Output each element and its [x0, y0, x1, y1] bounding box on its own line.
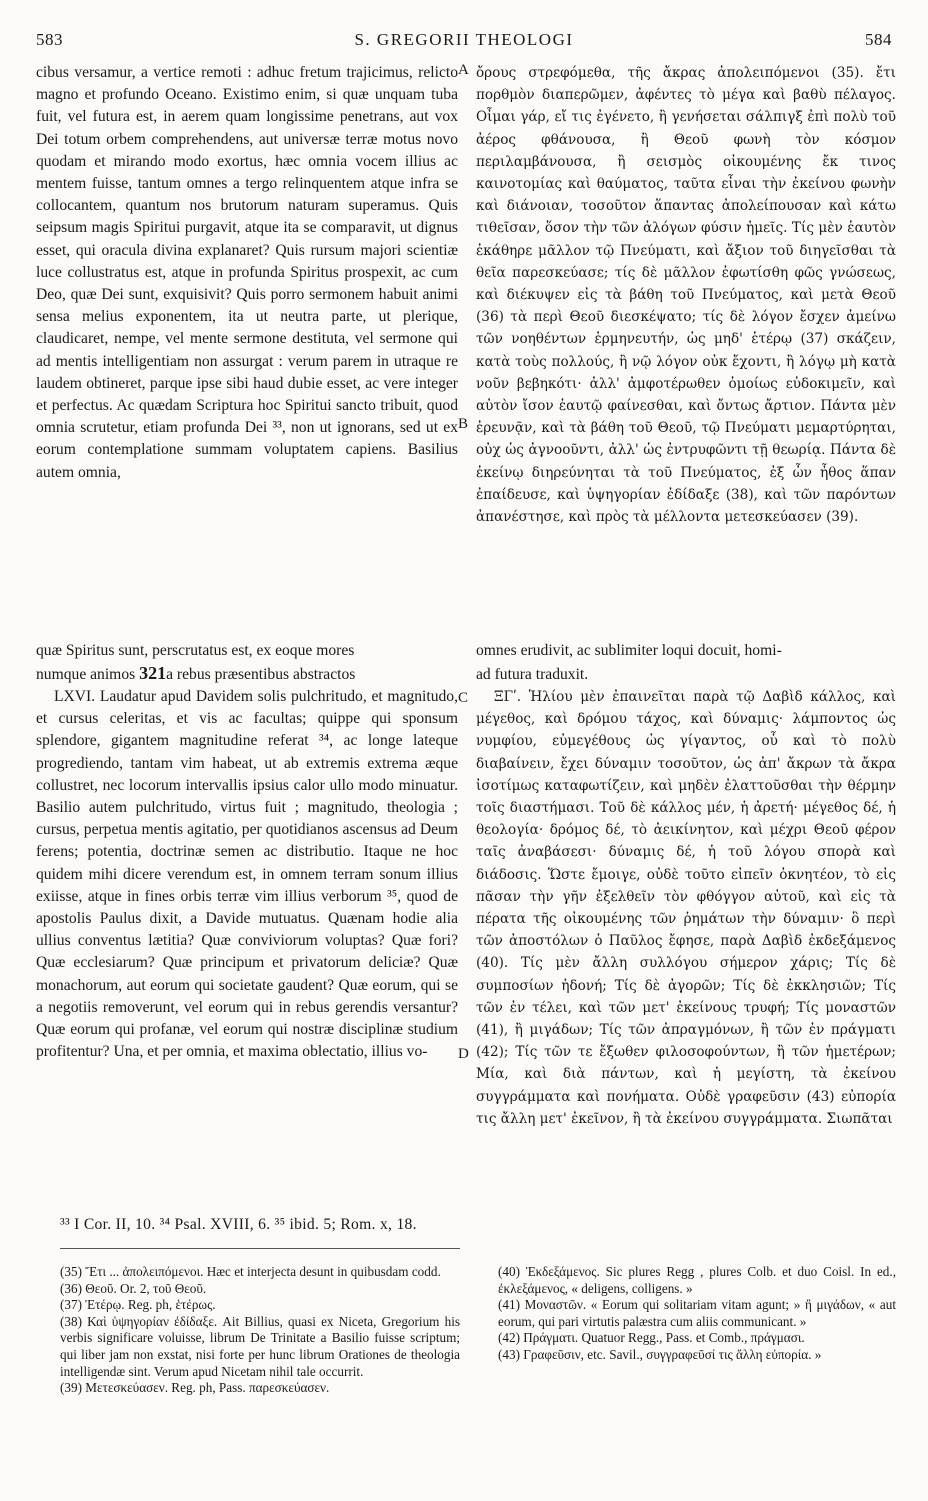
section-marker-d: D: [458, 1046, 469, 1062]
bridge-line-2: [36, 662, 896, 686]
page-number-right: 584: [865, 30, 892, 49]
footnote: (37) Ἑτέρῳ. Reg. ph, ἑτέρως.: [60, 1297, 216, 1313]
latin-column-bottom: [36, 686, 458, 1063]
bridge-latin-2b: a rebus præsentibus abstractos: [166, 666, 356, 683]
footnote: (43) Γραφεῦσιν, etc. Savil., συγγραφεῦσί τις ἄλλη εὐπορία. »: [498, 1346, 822, 1362]
latin-section-lxvi: LXVI. Laudatur apud Davidem solis pulchritudo, et magnitudo, et cursus celeritas, et vis ac facultas; quippe qui sponsum splendore, gigantem magnitudine referat ³⁴, ac longe lateque progrediendo, tantam vim habeat, ut ab extremis extrema æque collustret, nec locorum intervallis ipsius calor ullo modo minuatur. Basilio autem pulchritudo, virtus fuit ; magnitudo, theologia ; cursus, perpetua mentis agitatio, per quotidianos ascensus ad Deum ferens; potentia, doctrinæ semen ac distributio. Itaque ne hoc quidem mihi dicere verendum est, in omnem terram sonum illius exiisse, atque in fines orbis terræ vim illius verborum ³⁵, quod de apostolis Paulus dixit, a Davide mutuatus. Quænam hodie alia ullius conventus lætitia? Quæ conviviorum voluptas? Quæ fori? Quæ ecclesiarum? Quæ principum et privatorum deliciæ? Quæ monachorum, aut eorum qui societate gaudent? Quæ eorum, qui se a negotiis removerunt, vel eorum qui in rebus gerendis versantur? Quæ eorum qui profanæ, vel eorum qui nostræ disciplinæ studium profitentur? Una, et per omnia, et maxima oblectatio, illius vo-: [36, 688, 458, 1061]
column-number: 321: [139, 663, 167, 683]
latin-column-top: [36, 62, 458, 484]
section-marker-c: C: [458, 690, 469, 706]
greek-section-xg: ΞΓʹ. Ἡλίου μὲν ἐπαινεῖται παρὰ τῷ Δαβὶδ κάλλος, καὶ μέγεθος, καὶ δρόμου τάχος, καὶ δύναμις· λάμποντος ὡς νυμφίου, εὐμεγέθους ὡς γίγαντος, οὗ καὶ τὸ πολὺ διαβαίνειν, ἔχει δύναμιν τοσοῦτον, ὡς ἀπ' ἄκρων τὰ ἄκρα ἰσοτίμως καταφωτίζειν, καὶ μηδὲν ἐλαττοῦσθαι τὴν θέρμην τοῖς διαστήμασι. Τοῦ δὲ κάλλος μέν, ἡ ἀρετή· μέγεθος δέ, ἡ θεολογία· δρόμος δέ, τὸ ἀεικίνητον, καὶ μέχρι Θεοῦ φέρον ταῖς ἀναβάσεσι· δύναμις δέ, ἡ τοῦ λόγου σπορὰ καὶ διάδοσις. Ὥστε ἔμοιγε, οὐδὲ τοῦτο εἰπεῖν ὀκνητέον, τὸ εἰς πᾶσαν τὴν γῆν ἐξελθεῖν τὸν φθόγγον αὐτοῦ, καὶ εἰς τὰ πέρατα τῆς οἰκουμένης τῶν ῥημάτων τὴν δύναμιν· ὃ περὶ τῶν ἀποστόλων ὁ Παῦλος ἔφησε, παρὰ Δαβὶδ ἐκδεξάμενος (40). Τίς μὲν ἄλλη συλλόγου σήμερον χάρις; Τίς δὲ συμποσίων ἡδονή; Τίς δὲ ἀγορῶν; Τίς δὲ ἐκκλησιῶν; Τίς τῶν ἐν τέλει, καὶ τῶν μετ' ἐκείνους τρυφή; Τίς μοναστῶν (41), ἢ μιγάδων; Τίς τῶν ἀπραγμόνων, ἢ τῶν ἐν πράγματι (42); Τίς τῶν τε ἔξωθεν φιλοσοφούντων, ἢ τῶν ἡμετέρων; Μία, καὶ διὰ πάντων, καὶ ἡ μεγίστη, τὰ ἐκείνου συγγράμματα καὶ πονήματα. Οὐδὲ γραφεῦσιν (43) εὐπορία τις ἄλλη μετ' ἐκεῖνον, ἢ τὰ ἐκείνου συγγράμματα. Σιωπᾶται: [476, 689, 896, 1127]
bridge-latin: quæ Spiritus sunt, perscrutatus est, ex eoque mores: [36, 642, 355, 659]
bridge-latin-2: [36, 662, 458, 686]
running-title: S. GREGORII THEOLOGI: [354, 30, 574, 49]
greek-column-top: [476, 62, 896, 528]
running-header: [36, 30, 892, 54]
footnote: (38) Καὶ ὑψηγορίαν ἐδίδαξε. Ait Billius, quasi ex Niceta, Gregorium his verbis significare voluisse, librum De Trinitate a Basilio fuisse scriptum; qui liber jam non exstat, nisi forte per hunc librum Orationes de theologia intelligendæ sint. Verum apud Nicetam nihil tale occurrit.: [60, 1313, 460, 1379]
footnote: (36) Θεοῦ. Or. 2, τοῦ Θεοῦ.: [60, 1280, 207, 1296]
scripture-references: ³³ I Cor. II, 10. ³⁴ Psal. XVIII, 6. ³⁵ ibid. 5; Rom. x, 18.: [60, 1216, 417, 1233]
bridge-line-1: [36, 640, 896, 662]
footnote-rule: [60, 1248, 460, 1249]
bridge-greek: omnes erudivit, ac sublimiter loqui docuit, homi-: [476, 642, 782, 659]
footnotes-left: [60, 1264, 460, 1397]
section-marker-a: A: [458, 62, 469, 78]
page-number-left: 583: [36, 30, 63, 49]
latin-paragraph: cibus versamur, a vertice remoti : adhuc fretum trajicimus, relicto magno et profundo Oceano. Existimo enim, si quæ unquam tuba fuit, vel futura est, in aerem quam longissime penetrans, aut vox Dei totum orbem comprehendens, aut universæ terræ motus novo quodam et mirando modo exortus, hæc omnia vocem illius ac mentem fuisse, tantum omnes a tergo relinquentem atque infra se collocantem, quantum nos brutorum naturam superamus. Quis seipsum magis Spiritui purgavit, atque ita se comparavit, ut dignus esset, qui oracula divina explanaret? Quis rursum majori scientiæ luce collustratus est, atque in profunda Spiritus prospexit, ac cum Deo, quæ Dei sunt, exquisivit? Quis porro sermonem habuit animi sensa melius exponentem, ita ut neutra parte, ut plerique, claudicaret, nempe, vel mente sermone destituta, vel sermone qui ad mentis intelligentiam non assurgat : verum parem in utraque re laudem obtineret, parque ipse sibi haud dubie esset, ac vere integer et perfectus. Ac quædam Scriptura hoc Spiritui sancto tribuit, quod omnia scrutetur, etiam profunda Dei ³³, non ut ignorans, sed ut ex eorum contemplatione summam voluptatem capiens. Basilius autem omnia,: [36, 64, 458, 481]
footnote: (40) Ἐκδεξάμενος. Sic plures Regg , plures Colb. et duo Coisl. In ed., ἐκλεξάμενος, « deligens, colligens. »: [498, 1264, 896, 1296]
footnote: (35) Ἔτι ... ἀπολειπόμενοι. Hæc et interjecta desunt in quibusdam codd.: [60, 1264, 441, 1279]
greek-paragraph: ὄρους στρεφόμεθα, τῆς ἄκρας ἀπολειπόμενοι (35). ἔτι πορθμὸν διαπερῶμεν, ἀφέντες τὸ μέγα καὶ βαθὺ πέλαγος. Οἶμαι γάρ, εἴ τις ἐγένετο, ἢ γενήσεται σάλπιγξ ἐπὶ πολὺ τοῦ ἀέρος φθάνουσα, ἢ Θεοῦ φωνὴ τὸν κόσμον περιλαμβάνουσα, ἢ σεισμὸς οἰκουμένης ἔκ τινος καινοτομίας καὶ θαύματος, ταῦτα εἶναι τὴν ἐκείνου φωνὴν καὶ διάνοιαν, τοσοῦτον ἅπαντας ἀπολείπουσαν καὶ κάτω τιθεῖσαν, ὅσον τὴν τῶν ἀλόγων φύσιν ἡμεῖς. Τίς μὲν ἑαυτὸν ἐκάθηρε μᾶλλον τῷ Πνεύματι, καὶ ἄξιον τοῦ διηγεῖσθαι τὰ θεῖα παρεσκεύασε; τίς δὲ μᾶλλον ἐφωτίσθη φῶς γνώσεως, καὶ διέκυψεν εἰς τὰ βάθη τοῦ Πνεύματος, καὶ μετὰ Θεοῦ (36) τὰ περὶ Θεοῦ διεσκέψατο; τίς δὲ λόγον ἔσχεν ἀμείνω τῶν νοηθέντων ἑρμηνευτήν, ὡς μηδ' ἑτέρῳ (37) σκάζειν, κατὰ τοὺς πολλούς, ἢ νῷ λόγον οὐκ ἔχοντι, ἢ λόγῳ μὴ κατὰ νοῦν βεβηκότι· ἀλλ' ἀμφοτέρωθεν ὁμοίως εὐδοκιμεῖν, καὶ αὐτὸν ἴσον ἑαυτῷ φαίνεσθαι, καὶ ὄντως ἄρτιον. Πάντα μὲν ἐρευνᾷν, καὶ τὰ βάθη τοῦ Θεοῦ, τῷ Πνεύματι μεμαρτύρηται, οὐχ ὡς ἀγνοοῦντι, ἀλλ' ὡς ἐντρυφῶντι τῇ θεωρίᾳ. Πάντα δὲ ἐκείνῳ διηρεύνηται τὰ τοῦ Πνεύματος, ἐξ ὧν ἦθος ἅπαν ἐπαίδευσε, καὶ ὑψηγορίαν ἐδίδαξε (38), καὶ τῶν παρόντων ἀπανέστησε, καὶ πρὸς τὰ μέλλοντα μετεσκεύασεν (39).: [476, 65, 896, 526]
bridge-greek-2: ad futura traduxit.: [476, 666, 589, 683]
greek-column-bottom: [476, 686, 896, 1130]
bridge-latin-2a: numque animos: [36, 666, 136, 683]
footnote: (41) Μοναστῶν. « Eorum qui solitariam vitam agunt; » ἢ μιγάδων, « aut eorum, qui pari virtutis palæstra cum aliis communicant. »: [498, 1297, 896, 1329]
footnote: (42) Πράγματι. Quatuor Regg., Pass. et Comb., πράγμασι.: [498, 1330, 805, 1346]
footnotes-right: [498, 1264, 896, 1364]
section-marker-b: B: [458, 416, 469, 432]
footnote: (39) Μετεσκεύασεν. Reg. ph, Pass. παρεσκεύασεν.: [60, 1380, 330, 1396]
